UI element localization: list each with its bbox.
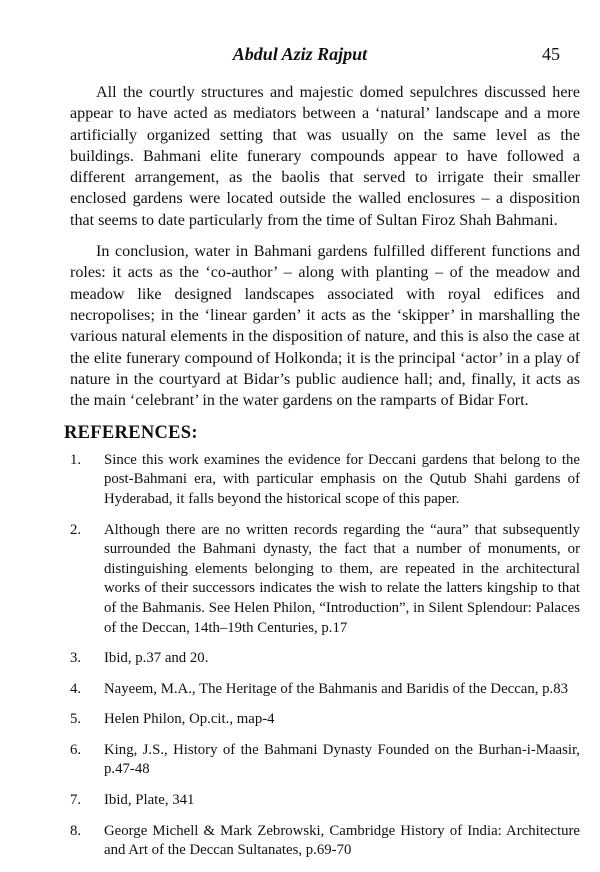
page-number: 45 bbox=[542, 44, 560, 64]
reference-text: Helen Philon, Op.cit., map-4 bbox=[104, 711, 275, 728]
reference-text: Ibid, Plate, 341 bbox=[104, 792, 195, 809]
reference-text: Since this work examines the evidence for Deccani gardens that belong to the post-Bahmani era, with particular emphasis on the Qutub Shahi gardens of Hyderabad, it falls beyond the historical scope of this paper. bbox=[104, 451, 580, 507]
paragraph: All the courtly structures and majestic domed sepulchres discussed here appear to have acted as mediators between a ‘natural’ landscape and a more artificially organized setting that was usually on the same level as the buildings. Bahmani elite funerary compounds appear to have followed a different arrangement, as the baolis that served to irrigate their smaller enclosed gardens were located outside the walled enclosures – a disposition that seems to date particularly from the time of Sultan Firoz Shah Bahmani. bbox=[70, 84, 580, 229]
references-heading: REFERENCES: bbox=[64, 423, 198, 444]
reference-number: 6. bbox=[70, 741, 82, 758]
body-text bbox=[64, 82, 580, 872]
reference-text: Nayeem, M.A., The Heritage of the Bahmanis and Baridis of the Deccan, p.83 bbox=[104, 680, 569, 697]
paragraph: In conclusion, water in Bahmani gardens fulfilled different functions and roles: it acts as the ‘co-author’ – along with planting – of the meadow and meadow like designed landscapes associated with royal edifices and necropolises; in the ‘linear garden’ it acts as the ‘skipper’ in marshalling the various natural elements in the disposition of nature, and this is also the case at the elite funerary compound of Holkonda; it is the principal ‘actor’ in a play of nature in the courtyard at Bidar’s public audience hall; and, finally, it acts as the main ‘celebrant’ in the water gardens on the ramparts of Bidar Fort. bbox=[70, 243, 580, 410]
reference-text: King, J.S., History of the Bahmani Dynasty Founded on the Burhan-i-Maasir, p.47-48 bbox=[104, 741, 580, 778]
page-header bbox=[0, 44, 600, 68]
reference-item bbox=[70, 680, 580, 700]
reference-item bbox=[70, 710, 580, 730]
references-list bbox=[70, 451, 580, 861]
reference-item bbox=[70, 822, 580, 861]
reference-item bbox=[70, 521, 580, 639]
reference-item bbox=[70, 649, 580, 669]
reference-text: George Michell & Mark Zebrowski, Cambridge History of India: Architecture and Art of the Deccan Sultanates, p.69-70 bbox=[104, 822, 580, 859]
reference-item bbox=[70, 741, 580, 780]
reference-text: Ibid, p.37 and 20. bbox=[104, 650, 209, 667]
reference-item bbox=[70, 451, 580, 510]
running-head: Abdul Aziz Rajput bbox=[232, 44, 368, 64]
reference-number: 1. bbox=[70, 451, 82, 468]
reference-number: 4. bbox=[70, 680, 82, 697]
reference-number: 8. bbox=[70, 822, 82, 839]
reference-item bbox=[70, 791, 580, 811]
reference-number: 7. bbox=[70, 792, 82, 809]
reference-number: 5. bbox=[70, 711, 82, 728]
reference-number: 3. bbox=[70, 650, 82, 667]
reference-number: 2. bbox=[70, 521, 82, 538]
reference-text: Although there are no written records regarding the “aura” that subsequently surrounded the Bahmani dynasty, the fact that a number of monuments, or distinguishing elements belonging to them, are repeated in the architectural works of their successors indicates the wish to relate the latters kingship to that of the Bahmanis. See Helen Philon, “Introduction”, in Silent Splendour: Palaces of the Deccan, 14th–19th Centuries, p.17 bbox=[104, 521, 580, 636]
